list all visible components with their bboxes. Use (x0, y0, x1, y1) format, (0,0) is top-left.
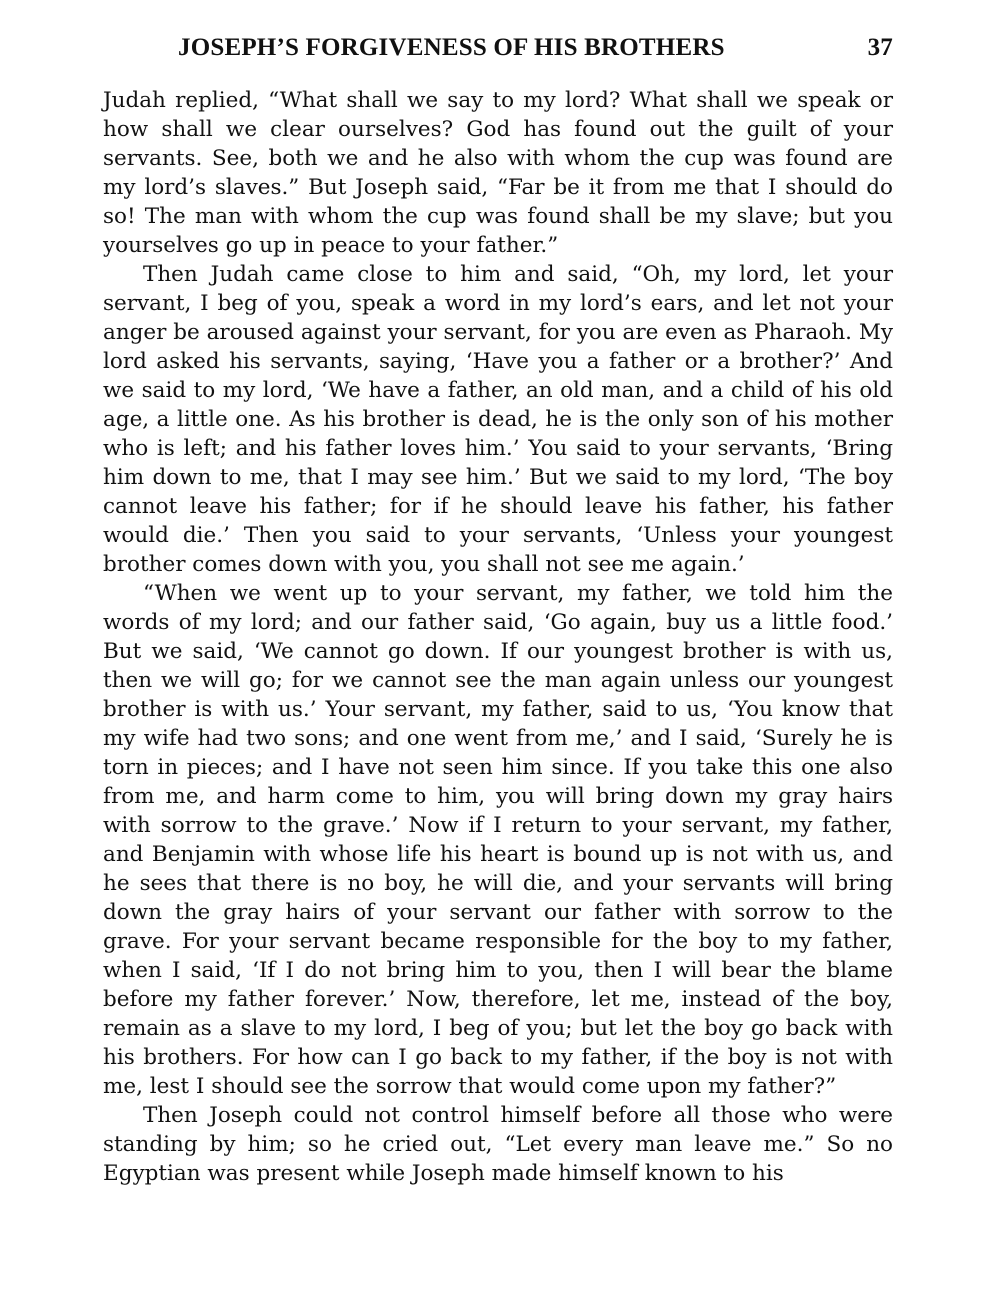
paragraph: “When we went up to your servant, my father, we told him the words of my lord; and our father said, ‘Go again, buy us a little food.’ But we said, ‘We cannot go down. If our youngest brother is with us, then we will go; for we cannot see the man again unless our youngest brother is with us.’ Your servant, my father, said to us, ‘You know that my wife had two sons; and one went from me,’ and I said, ‘Surely he is torn in pieces; and I have not seen him since. If you take this one also from me, and harm come to him, you will bring down my gray hairs with sorrow to the grave.’ Now if I return to your servant, my father, and Benjamin with whose life his heart is bound up is not with us, and he sees that there is no boy, he will die, and your servants will bring down the gray hairs of your servant our father with sorrow to the grave. For your servant became responsible for the boy to my father, when I said, ‘If I do not bring him to you, then I will bear the blame before my father forever.’ Now, therefore, let me, instead of the boy, remain as a slave to my lord, I beg of you; but let the boy go back with his brothers. For how can I go back to my father, if the boy is not with me, lest I should see the sorrow that would come upon my father?” (103, 581, 893, 1099)
body-text (103, 86, 893, 1188)
paragraph: Then Joseph could not control himself before all those who were standing by him; so he cried out, “Let every man leave me.” So no Egyptian was present while Joseph made himself known to his (103, 1103, 893, 1186)
page-number: 37 (867, 34, 893, 61)
book-page (103, 30, 893, 1188)
running-header (103, 30, 893, 66)
paragraph: Judah replied, “What shall we say to my lord? What shall we speak or how shall we clear ourselves? God has found out the guilt of your servants. See, both we and he also with whom the cup was found are my lord’s slaves.” But Joseph said, “Far be it from me that I should do so! The man with whom the cup was found shall be my slave; but you yourselves go up in peace to your father.” (103, 88, 893, 258)
paragraph: Then Judah came close to him and said, “Oh, my lord, let your servant, I beg of you, speak a word in my lord’s ears, and let not your anger be aroused against your servant, for you are even as Pharaoh. My lord asked his servants, saying, ‘Have you a father or a brother?’ And we said to my lord, ‘We have a father, an old man, and a child of his old age, a little one. As his brother is dead, he is the only son of his mother who is left; and his father loves him.’ You said to your servants, ‘Bring him down to me, that I may see him.’ But we said to my lord, ‘The boy cannot leave his father; for if he should leave his father, his father would die.’ Then you said to your servants, ‘Unless your youngest brother comes down with you, you shall not see me again.’ (103, 262, 893, 577)
chapter-title: JOSEPH’S FORGIVENESS OF HIS BROTHERS (178, 34, 725, 61)
